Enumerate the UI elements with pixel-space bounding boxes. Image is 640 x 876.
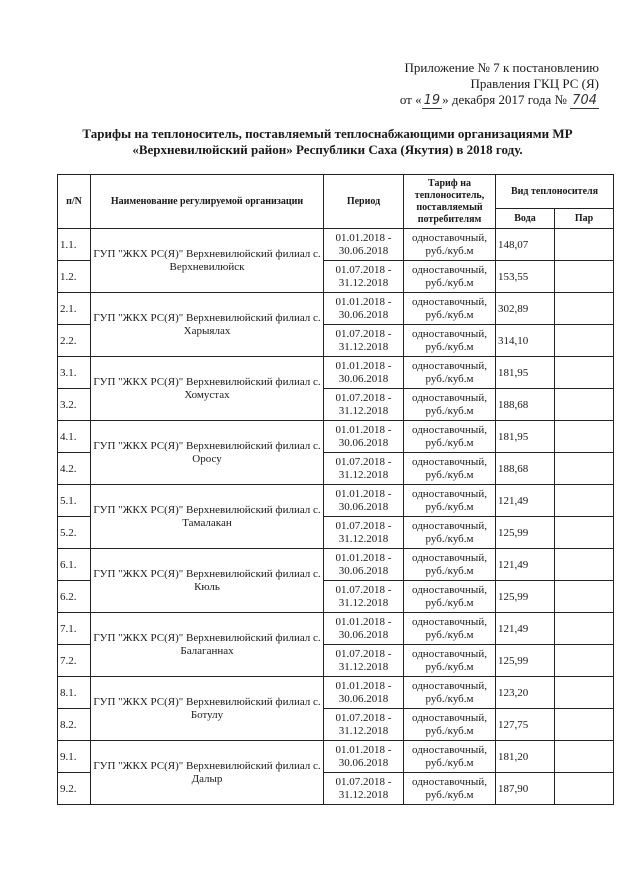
header-period: Период bbox=[324, 175, 404, 229]
tariff-type-cell: одноставочный, руб./куб.м bbox=[404, 517, 496, 549]
row-number: 1.2. bbox=[58, 261, 91, 293]
appendix-header bbox=[400, 60, 599, 109]
water-value: 188,68 bbox=[496, 453, 555, 485]
period-cell: 01.07.2018 - 31.12.2018 bbox=[324, 261, 404, 293]
handwritten-day: 19 bbox=[423, 93, 441, 108]
period-cell: 01.01.2018 - 30.06.2018 bbox=[324, 613, 404, 645]
period-cell: 01.01.2018 - 30.06.2018 bbox=[324, 741, 404, 773]
steam-value bbox=[555, 581, 614, 613]
water-value: 121,49 bbox=[496, 549, 555, 581]
water-value: 153,55 bbox=[496, 261, 555, 293]
header-num: п/N bbox=[58, 175, 91, 229]
steam-value bbox=[555, 773, 614, 805]
row-number: 6.1. bbox=[58, 549, 91, 581]
tariff-type-cell: одноставочный, руб./куб.м bbox=[404, 229, 496, 261]
water-value: 127,75 bbox=[496, 709, 555, 741]
steam-value bbox=[555, 677, 614, 709]
water-value: 302,89 bbox=[496, 293, 555, 325]
tariff-type-cell: одноставочный, руб./куб.м bbox=[404, 421, 496, 453]
water-value: 121,49 bbox=[496, 613, 555, 645]
row-number: 9.1. bbox=[58, 741, 91, 773]
tariff-table bbox=[57, 174, 614, 805]
water-value: 187,90 bbox=[496, 773, 555, 805]
appendix-date-middle: » декабря 2017 года № bbox=[442, 92, 567, 107]
row-number: 4.2. bbox=[58, 453, 91, 485]
tariff-type-cell: одноставочный, руб./куб.м bbox=[404, 293, 496, 325]
water-value: 123,20 bbox=[496, 677, 555, 709]
water-value: 121,49 bbox=[496, 485, 555, 517]
period-cell: 01.01.2018 - 30.06.2018 bbox=[324, 229, 404, 261]
tariff-type-cell: одноставочный, руб./куб.м bbox=[404, 389, 496, 421]
document-title bbox=[60, 126, 595, 158]
row-number: 3.2. bbox=[58, 389, 91, 421]
water-value: 181,20 bbox=[496, 741, 555, 773]
tariff-type-cell: одноставочный, руб./куб.м bbox=[404, 325, 496, 357]
tariff-type-cell: одноставочный, руб./куб.м bbox=[404, 645, 496, 677]
header-steam: Пар bbox=[555, 209, 614, 229]
period-cell: 01.07.2018 - 31.12.2018 bbox=[324, 453, 404, 485]
water-value: 125,99 bbox=[496, 645, 555, 677]
steam-value bbox=[555, 549, 614, 581]
table-row bbox=[58, 613, 614, 645]
period-cell: 01.07.2018 - 31.12.2018 bbox=[324, 389, 404, 421]
period-cell: 01.01.2018 - 30.06.2018 bbox=[324, 421, 404, 453]
row-number: 4.1. bbox=[58, 421, 91, 453]
tariff-type-cell: одноставочный, руб./куб.м bbox=[404, 741, 496, 773]
tariff-type-cell: одноставочный, руб./куб.м bbox=[404, 581, 496, 613]
water-value: 125,99 bbox=[496, 517, 555, 549]
tariff-type-cell: одноставочный, руб./куб.м bbox=[404, 485, 496, 517]
tariff-type-cell: одноставочный, руб./куб.м bbox=[404, 357, 496, 389]
tariff-table-body bbox=[58, 229, 614, 805]
steam-value bbox=[555, 421, 614, 453]
appendix-line-1: Приложение № 7 к постановлению bbox=[404, 60, 599, 75]
organization-name: ГУП "ЖКХ РС(Я)" Верхневилюйский филиал с. Верхневилюйск bbox=[91, 229, 324, 293]
steam-value bbox=[555, 293, 614, 325]
row-number: 3.1. bbox=[58, 357, 91, 389]
tariff-type-cell: одноставочный, руб./куб.м bbox=[404, 453, 496, 485]
period-cell: 01.01.2018 - 30.06.2018 bbox=[324, 293, 404, 325]
tariff-type-cell: одноставочный, руб./куб.м bbox=[404, 773, 496, 805]
tariff-type-cell: одноставочный, руб./куб.м bbox=[404, 549, 496, 581]
row-number: 2.1. bbox=[58, 293, 91, 325]
row-number: 7.1. bbox=[58, 613, 91, 645]
organization-name: ГУП "ЖКХ РС(Я)" Верхневилюйский филиал с. Далыр bbox=[91, 741, 324, 805]
tariff-type-cell: одноставочный, руб./куб.м bbox=[404, 613, 496, 645]
steam-value bbox=[555, 325, 614, 357]
table-row bbox=[58, 549, 614, 581]
table-row bbox=[58, 229, 614, 261]
appendix-line-3 bbox=[400, 92, 599, 109]
water-value: 148,07 bbox=[496, 229, 555, 261]
table-row bbox=[58, 677, 614, 709]
organization-name: ГУП "ЖКХ РС(Я)" Верхневилюйский филиал с. Харыялах bbox=[91, 293, 324, 357]
table-row bbox=[58, 421, 614, 453]
water-value: 125,99 bbox=[496, 581, 555, 613]
organization-name: ГУП "ЖКХ РС(Я)" Верхневилюйский филиал с. Балаганнах bbox=[91, 613, 324, 677]
row-number: 5.2. bbox=[58, 517, 91, 549]
period-cell: 01.07.2018 - 31.12.2018 bbox=[324, 325, 404, 357]
period-cell: 01.07.2018 - 31.12.2018 bbox=[324, 581, 404, 613]
header-org: Наименование регулируемой организации bbox=[91, 175, 324, 229]
organization-name: ГУП "ЖКХ РС(Я)" Верхневилюйский филиал с. Оросу bbox=[91, 421, 324, 485]
steam-value bbox=[555, 229, 614, 261]
header-water: Вода bbox=[496, 209, 555, 229]
period-cell: 01.07.2018 - 31.12.2018 bbox=[324, 773, 404, 805]
period-cell: 01.01.2018 - 30.06.2018 bbox=[324, 357, 404, 389]
tariff-type-cell: одноставочный, руб./куб.м bbox=[404, 677, 496, 709]
period-cell: 01.07.2018 - 31.12.2018 bbox=[324, 517, 404, 549]
row-number: 7.2. bbox=[58, 645, 91, 677]
row-number: 9.2. bbox=[58, 773, 91, 805]
water-value: 314,10 bbox=[496, 325, 555, 357]
organization-name: ГУП "ЖКХ РС(Я)" Верхневилюйский филиал с. Хомустах bbox=[91, 357, 324, 421]
row-number: 5.1. bbox=[58, 485, 91, 517]
title-line-2: «Верхневилюйский район» Республики Саха (Якутия) в 2018 году. bbox=[132, 142, 523, 157]
handwritten-number: 704 bbox=[572, 93, 597, 108]
water-value: 181,95 bbox=[496, 357, 555, 389]
organization-name: ГУП "ЖКХ РС(Я)" Верхневилюйский филиал с. Тамалакан bbox=[91, 485, 324, 549]
title-line-1: Тарифы на теплоноситель, поставляемый теплоснабжающими организациями МР bbox=[82, 126, 573, 141]
steam-value bbox=[555, 357, 614, 389]
row-number: 1.1. bbox=[58, 229, 91, 261]
appendix-line-2: Правления ГКЦ РС (Я) bbox=[470, 76, 599, 91]
water-value: 188,68 bbox=[496, 389, 555, 421]
steam-value bbox=[555, 645, 614, 677]
row-number: 2.2. bbox=[58, 325, 91, 357]
table-row bbox=[58, 485, 614, 517]
period-cell: 01.01.2018 - 30.06.2018 bbox=[324, 549, 404, 581]
water-value: 181,95 bbox=[496, 421, 555, 453]
period-cell: 01.07.2018 - 31.12.2018 bbox=[324, 709, 404, 741]
period-cell: 01.01.2018 - 30.06.2018 bbox=[324, 677, 404, 709]
steam-value bbox=[555, 741, 614, 773]
row-number: 6.2. bbox=[58, 581, 91, 613]
table-row bbox=[58, 293, 614, 325]
period-cell: 01.07.2018 - 31.12.2018 bbox=[324, 645, 404, 677]
organization-name: ГУП "ЖКХ РС(Я)" Верхневилюйский филиал с. Кюль bbox=[91, 549, 324, 613]
header-tariff: Тариф на теплоноситель, поставляемый потребителям bbox=[404, 175, 496, 229]
organization-name: ГУП "ЖКХ РС(Я)" Верхневилюйский филиал с. Ботулу bbox=[91, 677, 324, 741]
tariff-type-cell: одноставочный, руб./куб.м bbox=[404, 709, 496, 741]
steam-value bbox=[555, 261, 614, 293]
period-cell: 01.01.2018 - 30.06.2018 bbox=[324, 485, 404, 517]
steam-value bbox=[555, 389, 614, 421]
table-row bbox=[58, 741, 614, 773]
row-number: 8.2. bbox=[58, 709, 91, 741]
steam-value bbox=[555, 453, 614, 485]
steam-value bbox=[555, 613, 614, 645]
row-number: 8.1. bbox=[58, 677, 91, 709]
steam-value bbox=[555, 709, 614, 741]
steam-value bbox=[555, 485, 614, 517]
table-row bbox=[58, 357, 614, 389]
steam-value bbox=[555, 517, 614, 549]
header-kind: Вид теплоносителя bbox=[496, 175, 614, 209]
tariff-type-cell: одноставочный, руб./куб.м bbox=[404, 261, 496, 293]
appendix-date-prefix: от « bbox=[399, 92, 422, 107]
